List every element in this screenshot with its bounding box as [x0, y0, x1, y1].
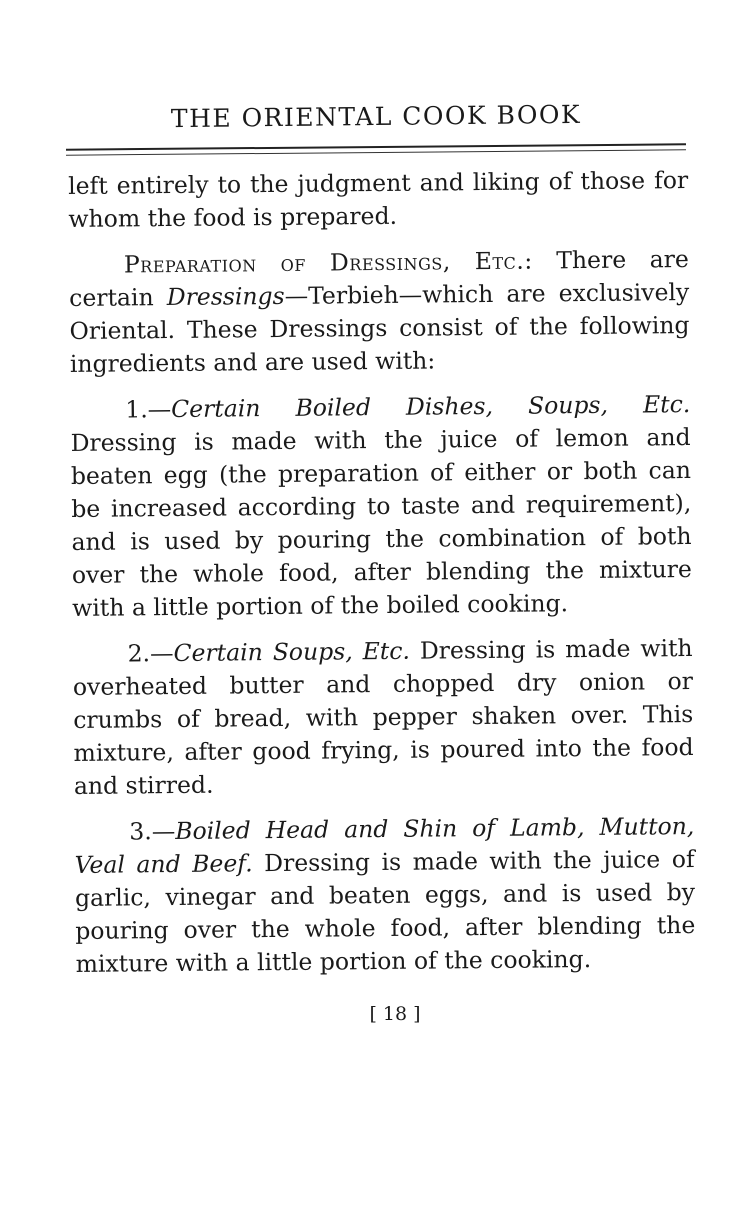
- header-rule-thin: [66, 149, 686, 155]
- item-number: 2.—: [127, 639, 174, 668]
- paragraph-item-3: [74, 810, 696, 981]
- item-number: 1.—: [125, 395, 172, 424]
- item-text: Dressing is made with the juice of lemon and beaten egg (the preparation of either or both can be increased according to taste and requirement), and is used by pouring the combination of both over the whole food, after blending the mixture with a little portion of the boiled cooking.: [70, 423, 692, 622]
- item-text: Dressing is made with the juice of garlic, vinegar and beaten eggs, and is used by pouring over the whole food, after blending the mixture with a little portion of the cooking.: [74, 845, 696, 978]
- paragraph-text: There are certain: [69, 245, 690, 312]
- running-head: THE ORIENTAL COOK BOOK: [170, 99, 582, 134]
- italic-term: Dressings: [166, 281, 285, 312]
- item-title: Boiled Head and Shin of Lamb, Mutton, Veal and Beef.: [74, 812, 695, 879]
- paragraph-item-1: [70, 388, 692, 625]
- paragraph-item-2: [72, 632, 694, 803]
- section-heading: Preparation of Dressings, Etc.:: [123, 246, 533, 279]
- paragraph-continuation: left entirely to the judgment and liking of those for whom the food is prepared.: [68, 166, 689, 233]
- body-text: [68, 164, 696, 994]
- item-text: Dressing is made with overheated butter and chopped dry onion or crumbs of bread, with pepper shaken over. This mixture, after good frying, is poured into the food and stirred.: [72, 634, 694, 800]
- page-number: [ 18 ]: [369, 1003, 421, 1025]
- item-title: Certain Boiled Dishes, Soups, Etc.: [171, 390, 691, 424]
- paragraph-dressings-intro: [69, 243, 690, 381]
- item-title: Certain Soups, Etc.: [173, 636, 411, 668]
- item-number: 3.—: [129, 817, 176, 846]
- paragraph-text: —Terbieh—which are exclusively Oriental. These Dressings consist of the following ingredients and are used with:: [69, 278, 690, 378]
